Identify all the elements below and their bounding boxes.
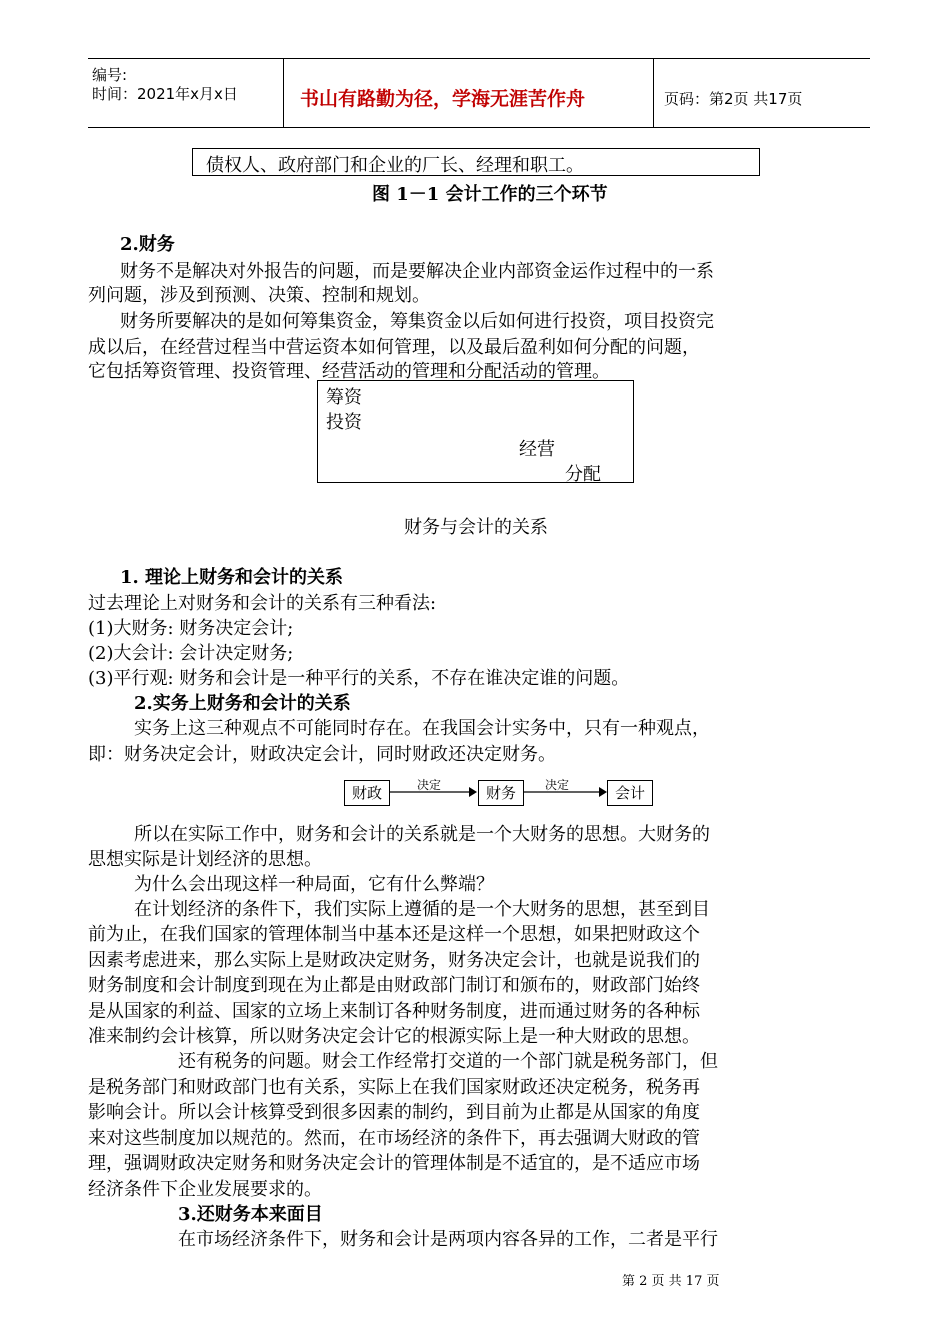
finance-p1-line1: 财务不是解决对外报告的问题，而是要解决企业内部资金运作过程中的一系 [120, 261, 714, 282]
body-p1-line2: 思想实际是计划经济的思想。 [88, 849, 322, 870]
body-p3-line5: 是从国家的利益、国家的立场上来制订各种财务制度，进而通过财务的各种标 [88, 1001, 700, 1022]
flow-arrow1 [389, 784, 477, 800]
body-p3-line2: 前为止，在我们国家的管理体制当中基本还是这样一个思想，如果把财政这个 [88, 924, 700, 945]
body-p1-line1: 所以在实际工作中，财务和会计的关系就是一个大财务的思想。大财务的 [134, 824, 710, 845]
finance-p2-line1: 财务所要解决的是如何筹集资金，筹集资金以后如何进行投资，项目投资完 [120, 311, 714, 332]
figure-caption: 图 1－1 会计工作的三个环节 [372, 184, 608, 205]
diagram-item-raise: 筹资 [326, 387, 362, 408]
theory-heading: 1. 理论上财务和会计的关系 [120, 567, 344, 588]
body-p4-line2: 是税务部门和财政部门也有关系，实际上在我们国家财政还决定税务，税务再 [88, 1077, 700, 1098]
page-footer: 第 2 页 共 17 页 [622, 1274, 720, 1289]
body-p3-line6: 准来制约会计核算，所以财务决定会计它的根源实际上是一种大财政的思想。 [88, 1026, 700, 1047]
body-p4-line3: 影响会计。所以会计核算受到很多因素的制约，到目前为止都是从国家的角度 [88, 1102, 700, 1123]
practice-line2: 即：财务决定会计，财政决定会计，同时财政还决定财务。 [88, 744, 556, 765]
flow-box-public-finance: 财政 [344, 780, 390, 806]
body-p4-line5: 理，强调财政决定财务和财务决定会计的管理体制是不适宜的，是不适应市场 [88, 1153, 700, 1174]
finance-p2-line2: 成以后，在经营过程当中营运资本如何管理，以及最后盈利如何分配的问题， [88, 337, 700, 358]
header-top-rule [88, 58, 870, 59]
time-label: 时间：2021年x月x日 [92, 85, 238, 103]
body-p3-line4: 财务制度和会计制度到现在为止都是由财政部门制订和颁布的，财政部门始终 [88, 975, 700, 996]
body-p4-line1: 还有税务的问题。财会工作经常打交道的一个部门就是税务部门，但 [178, 1051, 718, 1072]
theory-view1: (1)大财务: 财务决定会计; [88, 618, 294, 639]
header-bottom-rule [88, 127, 870, 128]
diagram-item-distribute: 分配 [565, 464, 601, 485]
header-divider-left [283, 58, 284, 128]
diagram-item-operate: 经营 [519, 439, 555, 460]
flow-box-finance: 财务 [478, 780, 524, 806]
top-box-text: 债权人、政府部门和企业的厂长、经理和职工。 [206, 155, 584, 176]
body-p3-line1: 在计划经济的条件下，我们实际上遵循的是一个大财务的思想，甚至到目 [134, 899, 710, 920]
body-p2: 为什么会出现这样一种局面，它有什么弊端？ [134, 874, 494, 895]
body-p3-line3: 因素考虑进来，那么实际上是财政决定财务，财务决定会计，也就是说我们的 [88, 950, 700, 971]
number-label: 编号: [92, 66, 128, 84]
flow-arrow2 [523, 784, 607, 800]
theory-view2: (2)大会计: 会计决定财务; [88, 643, 294, 664]
finance-p1-line2: 列问题，涉及到预测、决策、控制和规划。 [88, 285, 430, 306]
flow-box-accounting: 会计 [607, 780, 653, 806]
header-divider-right [653, 58, 654, 128]
motto: 书山有路勤为径，学海无涯苦作舟 [300, 88, 586, 110]
diagram-caption: 财务与会计的关系 [404, 517, 548, 538]
theory-intro: 过去理论上对财务和会计的关系有三种看法: [88, 593, 437, 614]
diagram-item-invest: 投资 [326, 412, 362, 433]
finance-p2-line3: 它包括筹资管理、投资管理、经营活动的管理和分配活动的管理。 [88, 361, 610, 382]
theory-view3: (3)平行观: 财务和会计是一种平行的关系，不存在谁决定谁的问题。 [88, 668, 630, 689]
body-p4-line4: 来对这些制度加以规范的。然而，在市场经济的条件下，再去强调大财政的管 [88, 1128, 700, 1149]
body-p4-line6: 经济条件下企业发展要求的。 [88, 1179, 322, 1200]
page-info: 页码：第2页 共17页 [664, 90, 803, 108]
finance-heading: 2.财务 [120, 234, 175, 255]
flow-arrow2-label: 决定 [545, 778, 570, 792]
restore-line1: 在市场经济条件下，财务和会计是两项内容各异的工作，二者是平行 [178, 1229, 718, 1250]
practice-line1: 实务上这三种观点不可能同时存在。在我国会计实务中，只有一种观点， [134, 718, 710, 739]
flow-arrow1-label: 决定 [417, 778, 442, 792]
restore-heading: 3.还财务本来面目 [178, 1204, 323, 1225]
practice-heading: 2.实务上财务和会计的关系 [134, 693, 351, 714]
